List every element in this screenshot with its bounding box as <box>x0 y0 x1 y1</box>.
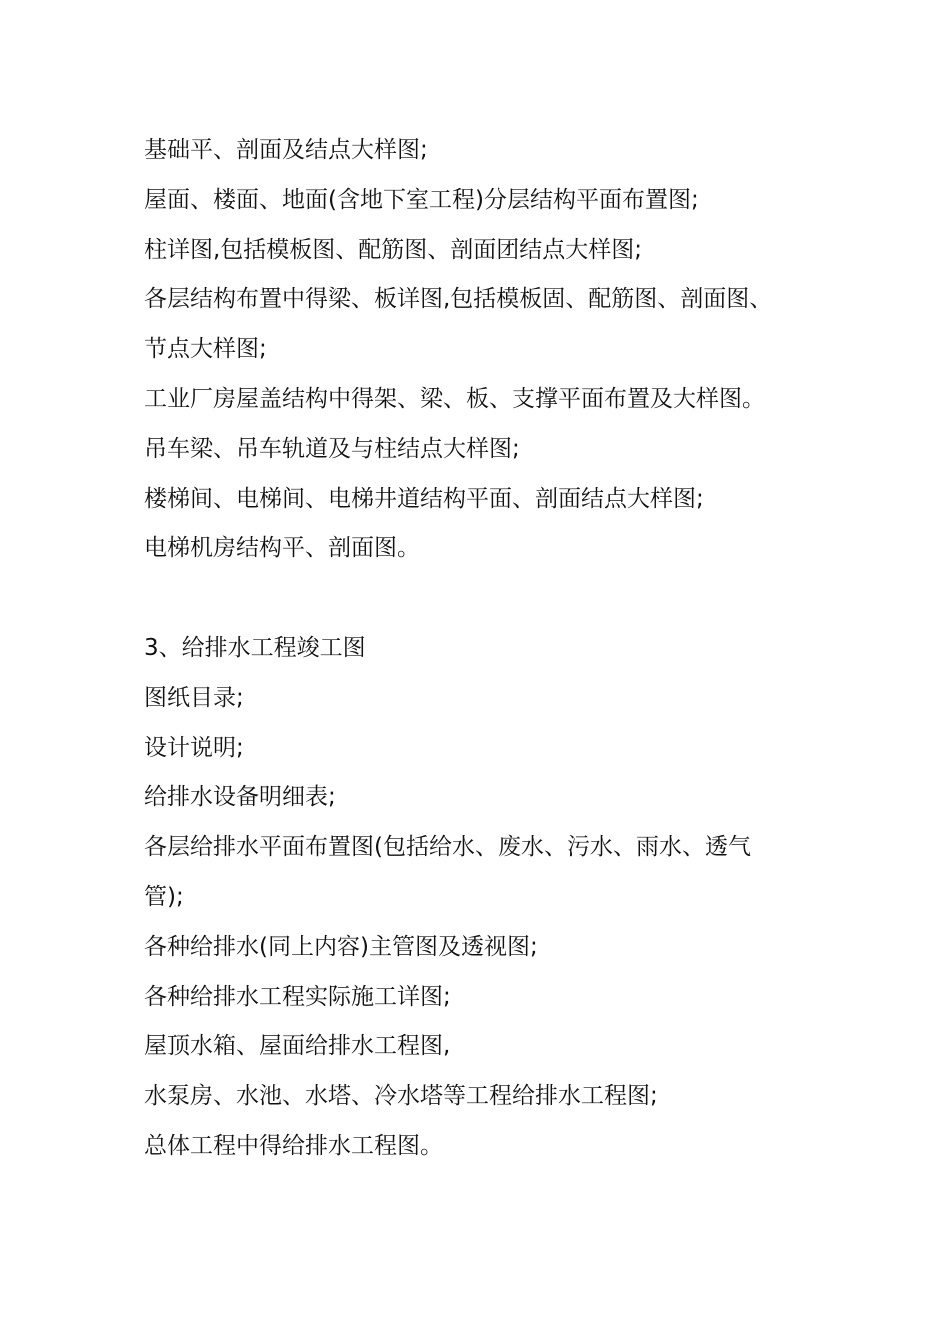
text-line: 柱详图,包括模板图、配筋图、剖面团结点大样图; <box>144 236 643 263</box>
text-line: 各层结构布置中得梁、板详图,包括模板固、配筋图、剖面图、 <box>144 286 773 313</box>
text-line: 屋面、楼面、地面(含地下室工程)分层结构平面布置图; <box>144 186 699 213</box>
text-line: 电梯机房结构平、剖面图。 <box>144 535 420 562</box>
text-line: 各层给排水平面布置图(包括给水、废水、污水、雨水、透气 <box>144 834 751 861</box>
text-line: 设计说明; <box>144 734 244 761</box>
text-line: 楼梯间、电梯间、电梯井道结构平面、剖面结点大样图; <box>144 485 704 512</box>
text-line: 节点大样图; <box>144 336 267 363</box>
document-body <box>144 126 804 1172</box>
text-line: 各种给排水工程实际施工详图; <box>144 983 451 1010</box>
text-line: 总体工程中得给排水工程图。 <box>144 1132 443 1159</box>
text-line: 图纸目录; <box>144 684 244 711</box>
text-line: 水泵房、水池、水塔、冷水塔等工程给排水工程图; <box>144 1083 658 1110</box>
text-line: 屋顶水箱、屋面给排水工程图, <box>144 1033 451 1060</box>
text-line: 各种给排水(同上内容)主管图及透视图; <box>144 933 538 960</box>
section-heading: 3、给排水工程竣工图 <box>144 634 366 661</box>
text-line: 给排水设备明细表; <box>144 784 336 811</box>
text-line: 工业厂房屋盖结构中得架、梁、板、支撑平面布置及大样图。 <box>144 385 765 412</box>
text-line: 吊车梁、吊车轨道及与柱结点大样图; <box>144 435 520 462</box>
paragraph-spacer <box>144 574 804 624</box>
text-line: 管); <box>144 883 184 910</box>
text-line: 基础平、剖面及结点大样图; <box>144 137 428 163</box>
